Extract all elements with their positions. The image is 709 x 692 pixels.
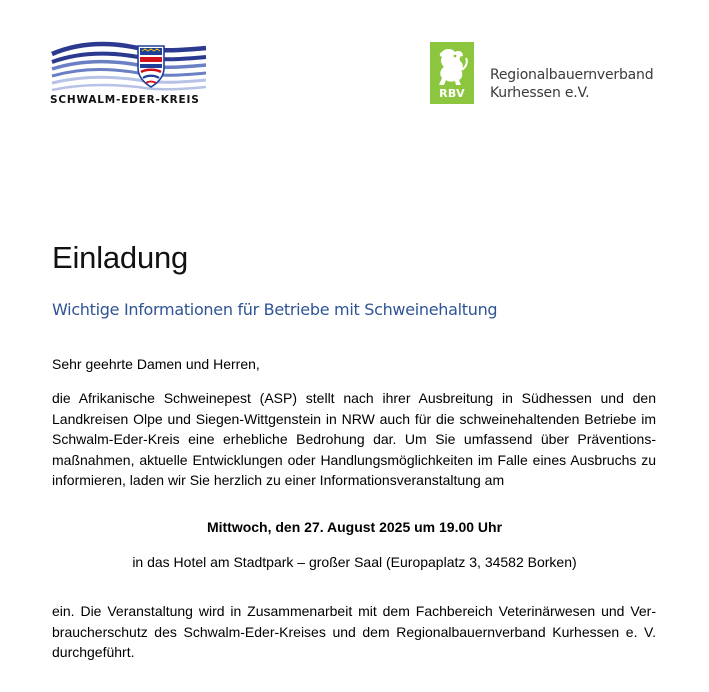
event-date: Mittwoch, den 27. August 2025 um 19.00 Uhr [206,519,503,535]
salutation: Sehr geehrte Damen und Herren, [52,356,260,372]
rbv-abbreviation: RBV [439,87,465,100]
rbv-organization-name [490,66,653,102]
closing-paragraph: ein. Die Veranstaltung wird in Zusammenarbeit mit dem Fachbereich Veterinärwesen und Verbraucherschutz des Schwalm-Eder-Kreises und dem Regionalbauernverband Kurhessen e. V. durchgeführt. [52,603,656,661]
rbv-badge [430,42,474,104]
rbv-name-line1: Regionalbauernverband [490,67,654,83]
intro-paragraph: die Afrikanische Schweinepest (ASP) stellt nach ihrer Ausbreitung in Südhessen und den Landkreisen Olpe und Siegen-Wittgenstein in NRW auch für die schweinehaltenden Betriebe im Schwalm-Eder-Kreis eine erhebliche Bedrohung dar. Um Sie umfassend über Präventionsmaßnahmen, aktuelle Entwicklungen oder Handlungsmöglichkeiten im Falle eines Ausbruchs zu informieren, laden wir Sie herzlich zu einer Informationsveranstaltung am [52,390,656,489]
document-subtitle: Wichtige Informationen für Betriebe mit Schweinehaltung [52,300,498,319]
wave-crest-emblem-icon [50,40,210,96]
schwalm-eder-kreis-wordmark: SCHWALM-EDER-KREIS [50,94,200,106]
event-location: in das Hotel am Stadtpark – großer Saal (Europaplatz 3, 34582 Borken) [132,554,577,570]
document-title: Einladung [52,240,189,275]
rbv-logo [430,42,670,108]
rbv-name-line2: Kurhessen e.V. [490,85,590,101]
schwalm-eder-kreis-logo [50,40,210,110]
